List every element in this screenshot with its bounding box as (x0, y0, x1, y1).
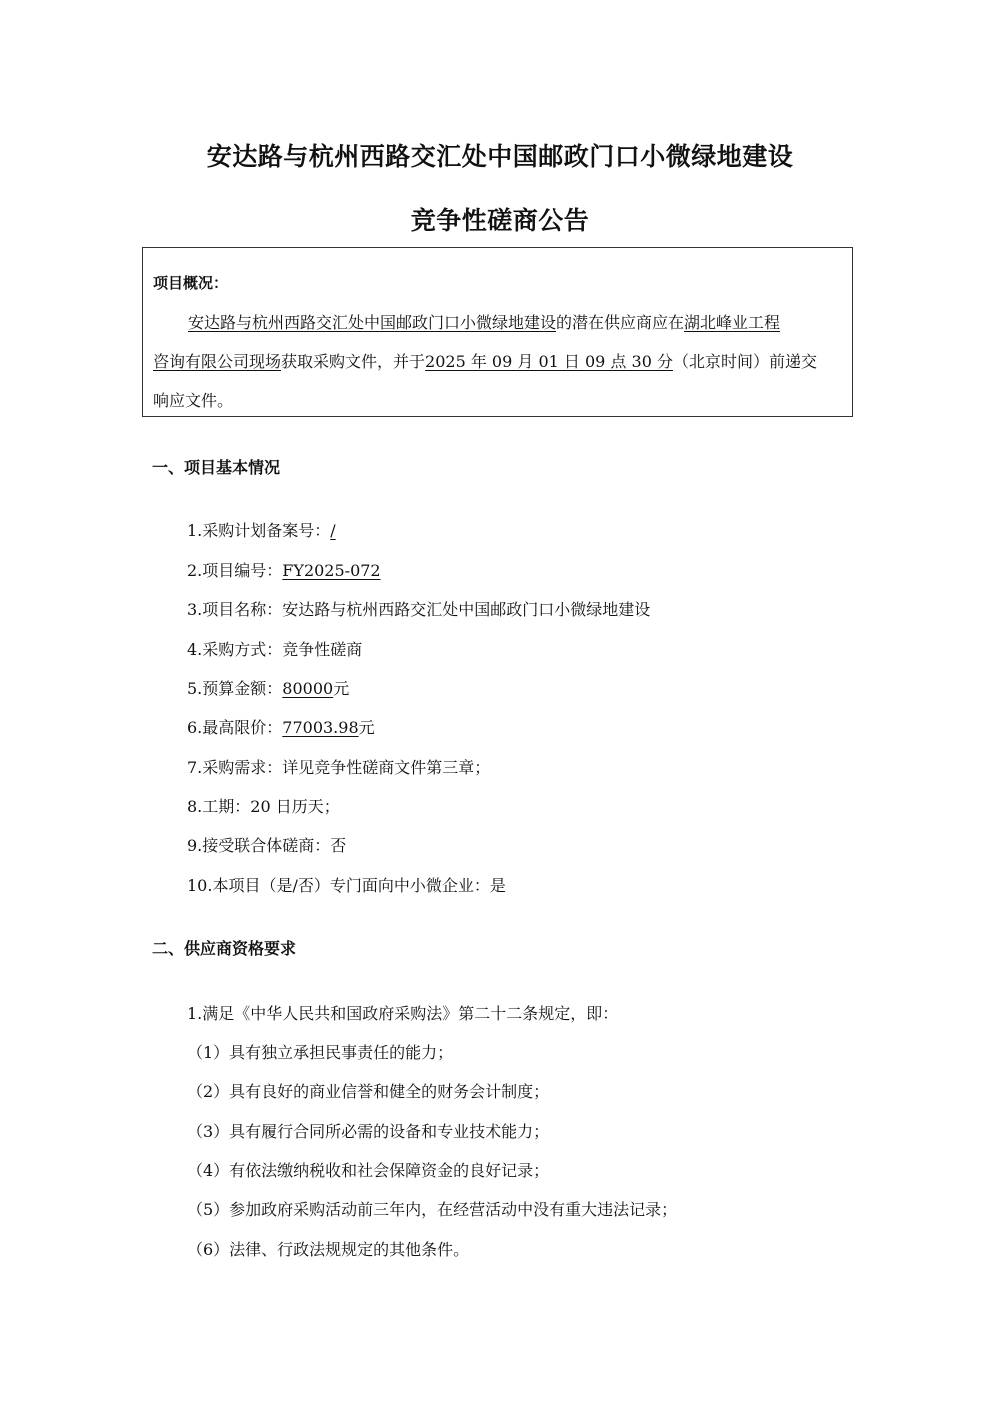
qualification-item: （3）具有履行合同所必需的设备和专业技术能力； (187, 1122, 550, 1141)
qualification-item: （5）参加政府采购活动前三年内，在经营活动中没有重大违法记录； (187, 1200, 678, 1219)
overview-text: （北京时间）前递交 (672, 352, 817, 371)
qualification-item: （4）有依法缴纳税收和社会保障资金的良好记录； (187, 1161, 550, 1180)
info-item: 5.预算金额：80000元 (187, 679, 350, 698)
section2-heading: 二、供应商资格要求 (152, 939, 297, 958)
info-item: 4.采购方式：竞争性磋商 (187, 640, 363, 659)
info-item: 8.工期：20 日历天； (187, 797, 340, 816)
overview-project-name: 安达路与杭州西路交汇处中国邮政门口小微绿地建设 (188, 313, 557, 332)
overview-heading: 项目概况： (153, 274, 229, 292)
overview-deadline: 2025 年 09 月 01 日 09 点 30 分 (425, 352, 673, 371)
document-title-line1: 安达路与杭州西路交汇处中国邮政门口小微绿地建设 (206, 142, 794, 171)
overview-text: 的潜在供应商应在 (556, 313, 685, 332)
info-item: 6.最高限价：77003.98元 (187, 718, 375, 737)
info-item: 1.采购计划备案号：/ (187, 521, 336, 540)
info-item: 7.采购需求：详见竞争性磋商文件第三章； (187, 758, 491, 777)
info-item: 2.项目编号：FY2025-072 (187, 561, 381, 580)
document-title-line2: 竞争性磋商公告 (410, 206, 590, 235)
info-item: 3.项目名称：安达路与杭州西路交汇处中国邮政门口小微绿地建设 (187, 600, 651, 619)
overview-agency: 湖北峰业工程 (684, 313, 781, 332)
section1-heading: 一、项目基本情况 (152, 458, 281, 477)
overview-line-2 (153, 349, 817, 372)
project-overview-box (142, 247, 853, 417)
qualification-item: （6）法律、行政法规规定的其他条件。 (187, 1240, 470, 1259)
qualification-item: （1）具有独立承担民事责任的能力； (187, 1043, 454, 1062)
qualification-item: （2）具有良好的商业信誉和健全的财务会计制度； (187, 1082, 550, 1101)
info-item: 10.本项目（是/否）专门面向中小微企业：是 (187, 876, 506, 895)
overview-location: 咨询有限公司现场 (153, 352, 282, 371)
overview-line-3: 响应文件。 (153, 391, 234, 410)
overview-line-1 (188, 310, 780, 333)
info-item: 9.接受联合体磋商：否 (187, 836, 347, 855)
qualification-intro: 1.满足《中华人民共和国政府采购法》第二十二条规定，即： (187, 1004, 619, 1023)
overview-text: 获取采购文件，并于 (281, 352, 426, 371)
